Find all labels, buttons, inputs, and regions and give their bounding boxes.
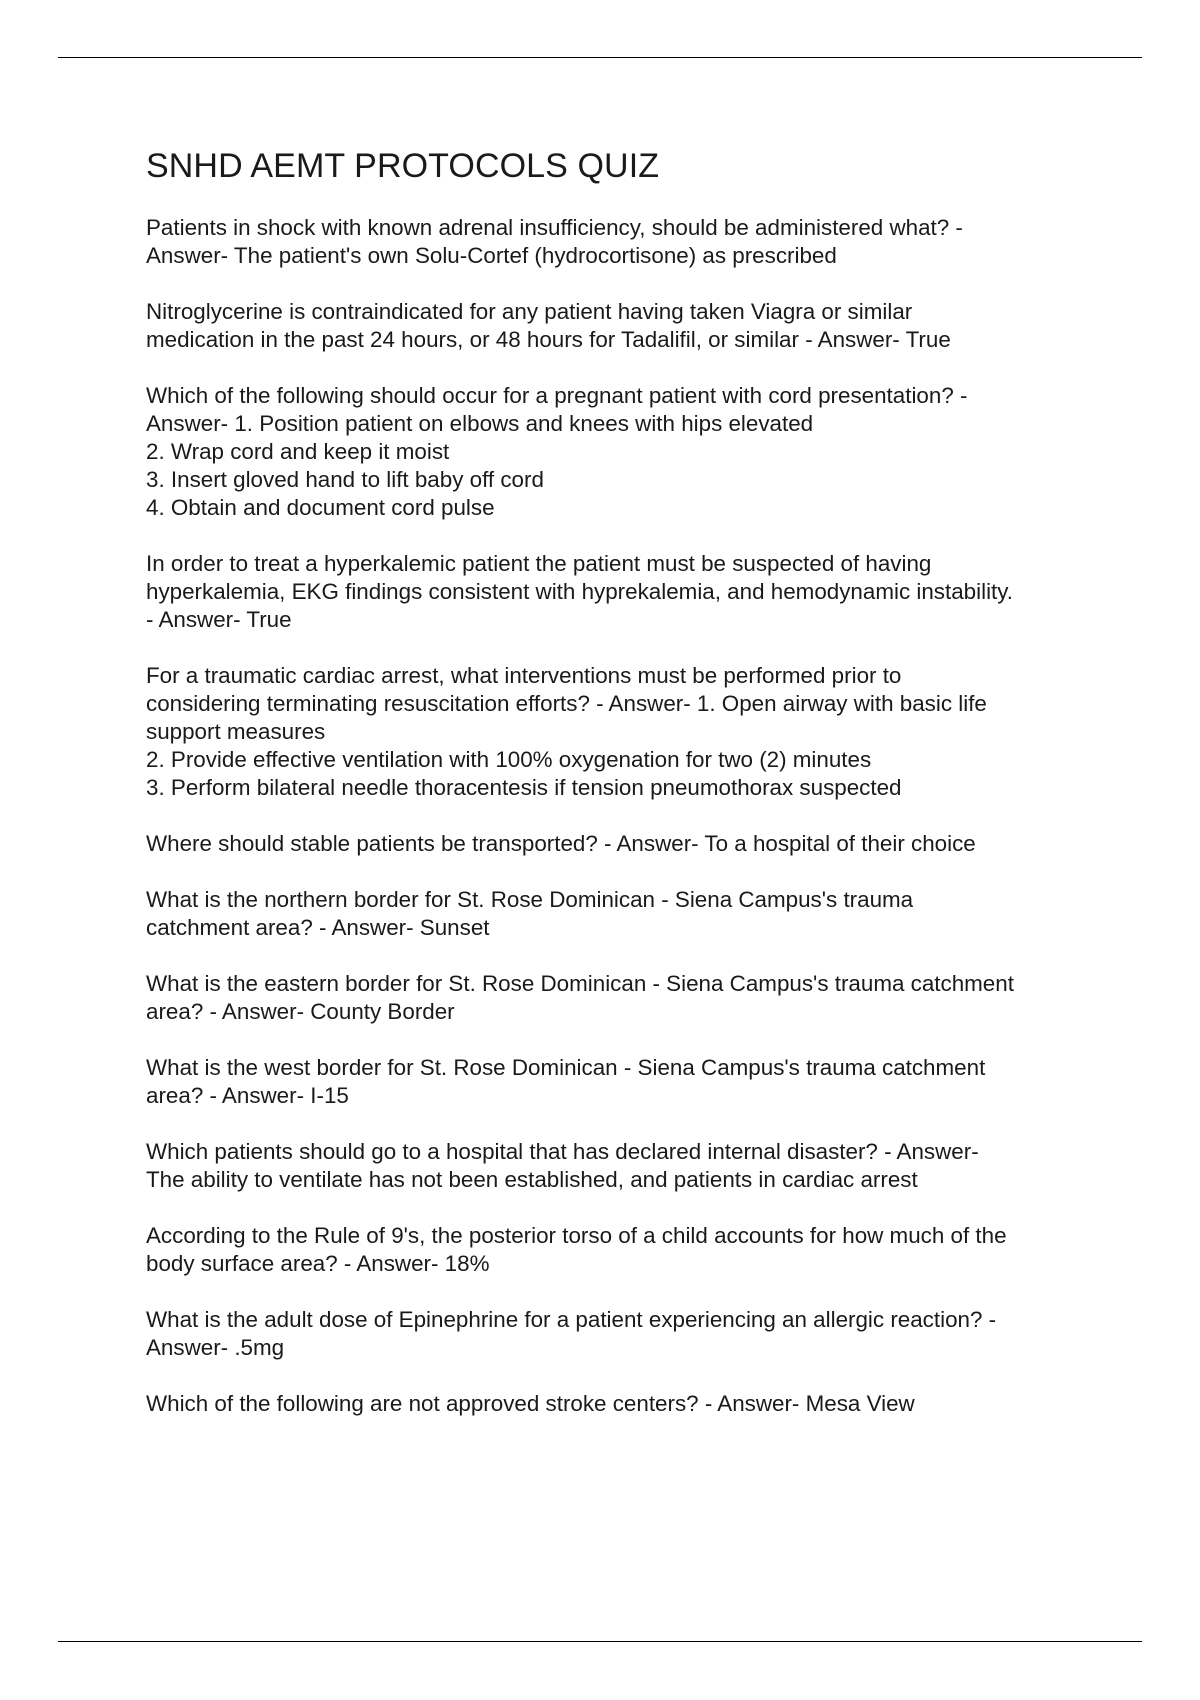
top-divider bbox=[58, 57, 1142, 58]
qa-item: What is the eastern border for St. Rose Dominican - Siena Campus's trauma catchment area? - Answer- County Border bbox=[146, 971, 1014, 1024]
bottom-divider bbox=[58, 1641, 1142, 1642]
qa-item: What is the northern border for St. Rose Dominican - Siena Campus's trauma catchment area? - Answer- Sunset bbox=[146, 887, 914, 940]
qa-item: What is the west border for St. Rose Dominican - Siena Campus's trauma catchment area? - Answer- I-15 bbox=[146, 1055, 986, 1108]
qa-item: Where should stable patients be transported? - Answer- To a hospital of their choice bbox=[146, 831, 976, 856]
qa-item: Patients in shock with known adrenal insufficiency, should be administered what? - Answer- The patient's own Solu-Cortef (hydrocortisone) as prescribed bbox=[146, 215, 963, 268]
qa-item: Nitroglycerine is contraindicated for any patient having taken Viagra or similar medication in the past 24 hours, or 48 hours for Tadalifil, or similar - Answer- True bbox=[146, 299, 951, 352]
document-body bbox=[146, 146, 1106, 1446]
qa-item: Which of the following are not approved stroke centers? - Answer- Mesa View bbox=[146, 1391, 915, 1416]
qa-item: Which patients should go to a hospital that has declared internal disaster? - Answer- The ability to ventilate has not been established, and patients in cardiac arrest bbox=[146, 1139, 979, 1192]
qa-item: According to the Rule of 9's, the posterior torso of a child accounts for how much of the body surface area? - Answer- 18% bbox=[146, 1223, 1007, 1276]
qa-item: Which of the following should occur for a pregnant patient with cord presentation? - Answer- 1. Position patient on elbows and knees with hips elevated 2. Wrap cord and keep it moist 3. Insert gloved hand to lift baby off cord 4. Obtain and document cord pulse bbox=[146, 383, 968, 520]
qa-item: What is the adult dose of Epinephrine for a patient experiencing an allergic reaction? - Answer- .5mg bbox=[146, 1307, 997, 1360]
page-title: SNHD AEMT PROTOCOLS QUIZ bbox=[146, 147, 660, 185]
qa-item: For a traumatic cardiac arrest, what interventions must be performed prior to considering terminating resuscitation efforts? - Answer- 1. Open airway with basic life support measures 2. Provide effective ventilation with 100% oxygenation for two (2) minutes 3. Perform bilateral needle thoracentesis if tension pneumothorax suspected bbox=[146, 663, 987, 800]
qa-item: In order to treat a hyperkalemic patient the patient must be suspected of having hyperkalemia, EKG findings consistent with hyprekalemia, and hemodynamic instability. - Answer- True bbox=[146, 551, 1014, 632]
